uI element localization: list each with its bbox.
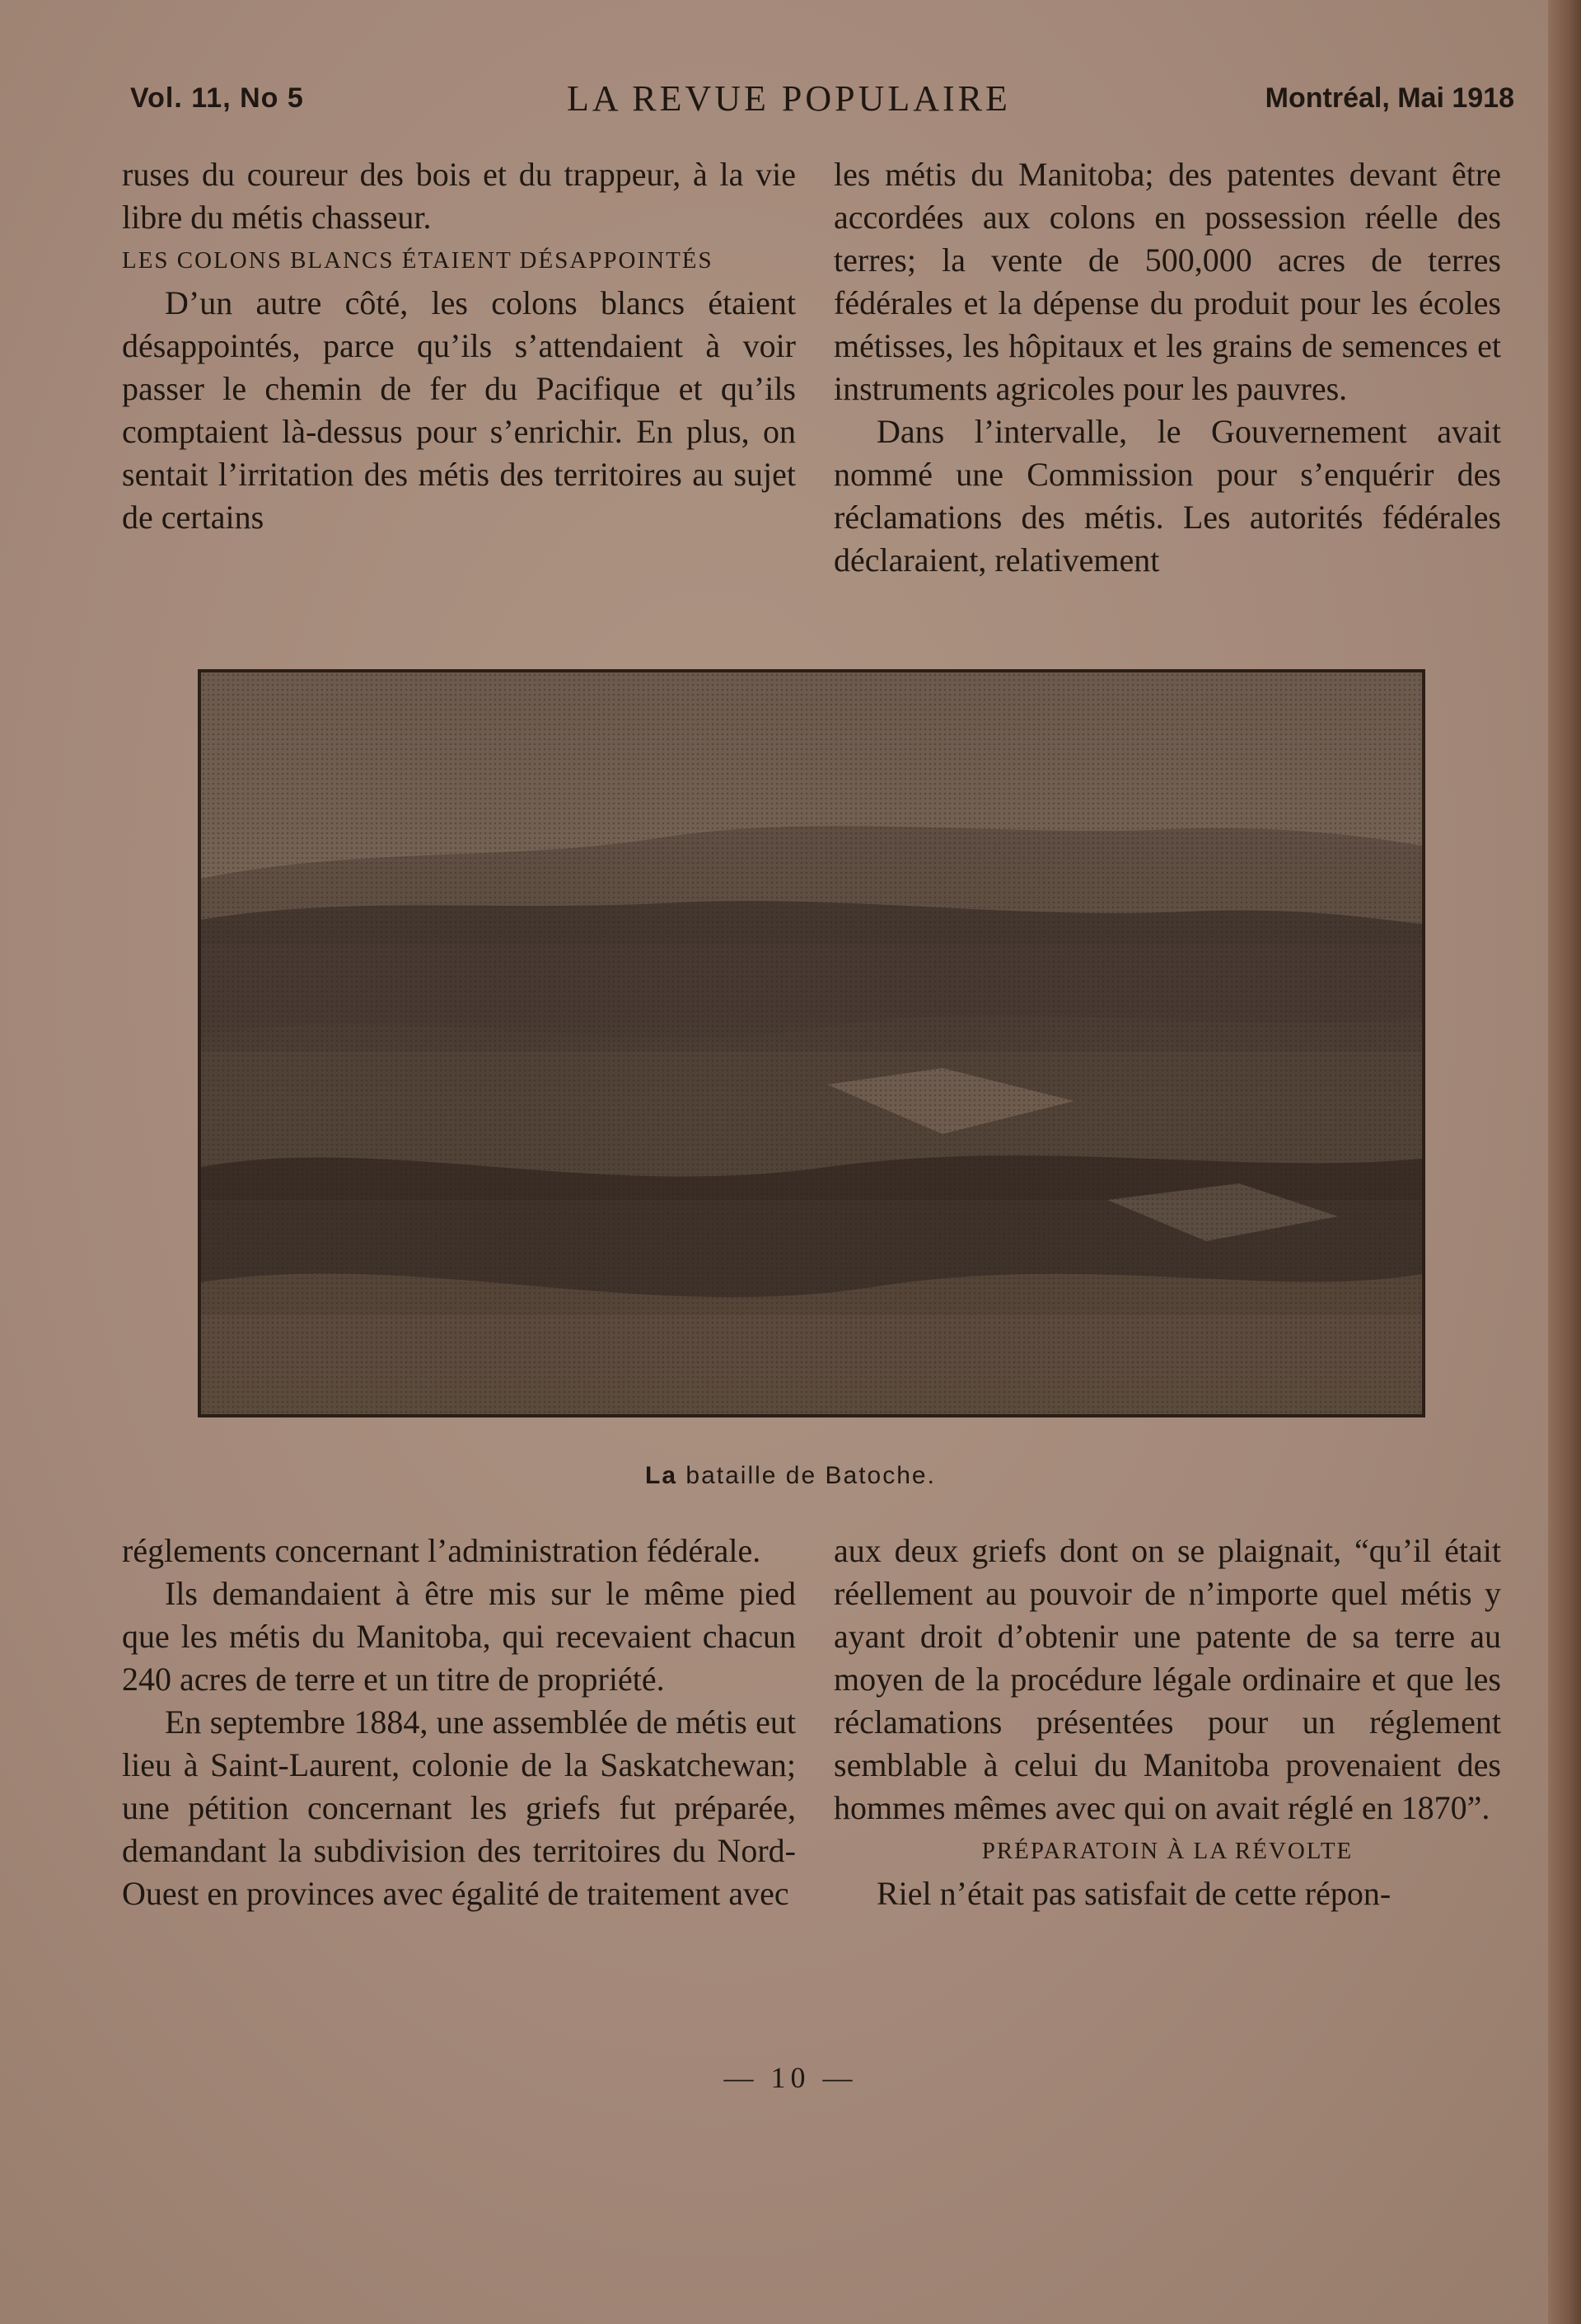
issue-date: Montréal, Mai 1918 xyxy=(1265,82,1514,114)
column-top-left xyxy=(122,153,796,539)
paragraph: En septembre 1884, une assemblée de métis eut lieu à Saint-Laurent, colonie de la Saskatchewan; une pétition concernant les griefs fut préparée, demandant la subdivision des territoires du Nord-Ouest en provinces avec égalité de traitement avec xyxy=(122,1703,796,1912)
running-header xyxy=(130,78,1514,132)
page-edge xyxy=(1548,0,1581,2324)
paragraph: D’un autre côté, les colons blancs étaient désappointés, parce qu’ils s’attendaient à voir passer le chemin de fer du Pacifique et qu’ils comptaient là-dessus pour s’enrichir. En plus, on sentait l’irritation des métis des territoires au sujet de certains xyxy=(122,284,796,536)
paragraph: réglements concernant l’administration fédérale. xyxy=(122,1532,761,1569)
engraving-image xyxy=(201,672,1422,1414)
section-heading: PRÉPARATOIN À LA RÉVOLTE xyxy=(981,1838,1354,1864)
paragraph: ruses du coureur des bois et du trappeur, à la vie libre du métis chasseur. xyxy=(122,156,796,236)
caption-text: bataille de Batoche. xyxy=(685,1462,936,1489)
battle-illustration xyxy=(198,669,1425,1417)
page-number: — 10 — xyxy=(723,2061,858,2094)
figure-caption xyxy=(0,1462,1581,1490)
paragraph: les métis du Manitoba; des patentes devant être accordées aux colons en possession réelle des terres; la vente de 500,000 acres de terres fédérales et la dépense du produit pour les écoles métisses, les hôpitaux et les grains de semences et instruments agricoles pour les pauvres. xyxy=(834,156,1501,407)
caption-article: La xyxy=(645,1462,678,1489)
paragraph: aux deux griefs dont on se plaignait, “qu’il était réellement au pouvoir de n’importe quel métis y ayant droit d’obtenir une patente de sa terre au moyen de la procédure légale ordinaire et que les réclamations présentées pour un réglement semblable à celui du Manitoba provenaient des hommes mêmes avec qui on avait réglé en 1870”. xyxy=(834,1532,1501,1826)
column-bottom-left xyxy=(122,1530,796,1915)
paragraph: Ils demandaient à être mis sur le même pied que les métis du Manitoba, qui recevaient chacun 240 acres de terre et un titre de propriété. xyxy=(122,1575,796,1698)
column-bottom-right xyxy=(834,1530,1501,1915)
section-heading: LES COLONS BLANCS ÉTAIENT DÉSAPPOINTÉS xyxy=(122,247,713,274)
volume-number: Vol. 11, No 5 xyxy=(130,82,304,114)
column-top-right xyxy=(834,153,1501,582)
paragraph: Dans l’intervalle, le Gouvernement avait nommé une Commission pour s’enquérir des réclamations des métis. Les autorités fédérales déclaraient, relativement xyxy=(834,413,1501,579)
publication-title: LA REVUE POPULAIRE xyxy=(567,78,1011,119)
paragraph: Riel n’était pas satisfait de cette répon- xyxy=(877,1875,1392,1912)
